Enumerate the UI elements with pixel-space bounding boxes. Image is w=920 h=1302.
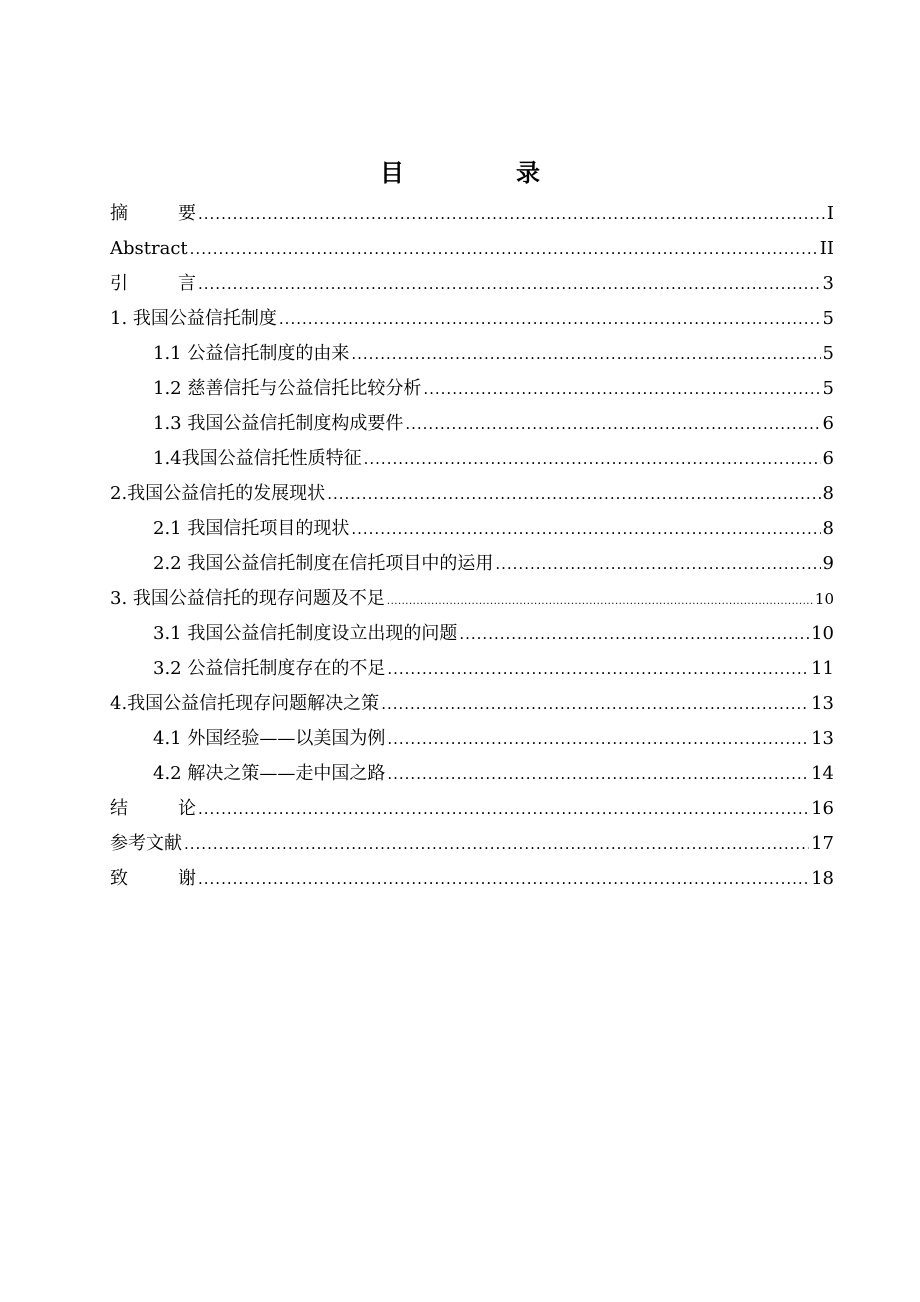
toc-entry-text: 参考文献 [110, 833, 182, 854]
toc-dot-leader [198, 267, 821, 302]
toc-page-number: 13 [811, 693, 834, 714]
toc-dot-leader [387, 652, 809, 687]
toc-page-number: 8 [822, 518, 834, 539]
toc-entry[interactable] [110, 581, 834, 616]
toc-entry-text: 4.2 解决之策——走中国之路 [153, 763, 386, 784]
toc-page-number: I [826, 203, 834, 224]
toc-entry[interactable] [110, 336, 834, 371]
toc-dot-leader [198, 197, 825, 232]
toc-page-number: II [819, 238, 834, 259]
toc-page-number: 3 [822, 273, 834, 294]
toc-entry-text: 2.我国公益信托的发展现状 [110, 483, 326, 504]
toc-entry[interactable] [110, 511, 834, 546]
toc-entry[interactable] [110, 196, 834, 231]
toc-entry-text: 3. 我国公益信托的现存问题及不足 [110, 588, 385, 609]
toc-entry-text: 4.1 外国经验——以美国为例 [153, 728, 386, 749]
toc-dot-leader [279, 302, 821, 337]
toc-dot-leader [198, 862, 809, 897]
toc-dot-leader [423, 372, 820, 407]
toc-entry[interactable] [110, 826, 834, 861]
toc-page-number: 5 [822, 308, 834, 329]
toc-page-number: 6 [822, 448, 834, 469]
toc-title: 目 录 [380, 159, 584, 187]
toc-entry[interactable] [110, 441, 834, 476]
toc-entry[interactable] [110, 371, 834, 406]
table-of-contents [110, 196, 834, 896]
toc-entry-text: 摘 要 [110, 203, 196, 224]
toc-page-number: 16 [811, 798, 834, 819]
toc-page-number: 11 [811, 658, 834, 679]
toc-entry[interactable] [110, 616, 834, 651]
toc-entry-text: 1.2 慈善信托与公益信托比较分析 [153, 378, 422, 399]
toc-dot-leader [351, 337, 820, 372]
toc-entry[interactable] [110, 651, 834, 686]
toc-entry[interactable] [110, 756, 834, 791]
toc-page-number: 18 [811, 868, 834, 889]
toc-entry[interactable] [110, 686, 834, 721]
toc-entry-text: Abstract [110, 238, 188, 259]
toc-page-number: 17 [811, 833, 834, 854]
toc-dot-leader [381, 687, 809, 722]
toc-entry-text: 1.3 我国公益信托制度构成要件 [153, 413, 404, 434]
toc-dot-leader [364, 442, 821, 477]
toc-dot-leader [495, 547, 820, 582]
toc-page-number: 14 [811, 763, 834, 784]
toc-dot-leader [198, 792, 809, 827]
toc-dot-leader [387, 722, 809, 757]
toc-entry-text: 4.我国公益信托现存问题解决之策 [110, 693, 380, 714]
toc-entry-text: 引 言 [110, 273, 196, 294]
toc-entry[interactable] [110, 861, 834, 896]
toc-entry[interactable] [110, 301, 834, 336]
toc-page-number: 13 [811, 728, 834, 749]
toc-page-number: 10 [811, 623, 834, 644]
toc-page-number: 9 [822, 553, 834, 574]
toc-entry[interactable] [110, 266, 834, 301]
toc-dot-leader [184, 827, 809, 862]
toc-entry-text: 2.1 我国信托项目的现状 [153, 518, 350, 539]
toc-page-number: 5 [822, 378, 834, 399]
toc-entry-text: 1. 我国公益信托制度 [110, 308, 277, 329]
toc-entry-text: 2.2 我国公益信托制度在信托项目中的运用 [153, 553, 494, 574]
toc-entry[interactable] [110, 721, 834, 756]
toc-dot-leader [459, 617, 809, 652]
toc-entry[interactable] [110, 791, 834, 826]
toc-entry-text: 3.2 公益信托制度存在的不足 [153, 658, 386, 679]
toc-entry[interactable] [110, 231, 834, 266]
toc-entry-text: 1.4我国公益信托性质特征 [153, 448, 362, 469]
toc-dot-leader [190, 232, 818, 267]
toc-entry[interactable] [110, 546, 834, 581]
toc-dot-leader [327, 477, 820, 512]
toc-entry[interactable] [110, 476, 834, 511]
toc-page-number: 6 [822, 413, 834, 434]
toc-page-number: 8 [822, 483, 834, 504]
toc-entry-text: 1.1 公益信托制度的由来 [153, 343, 350, 364]
toc-entry-text: 3.1 我国公益信托制度设立出现的问题 [153, 623, 458, 644]
toc-dot-leader [387, 757, 809, 792]
toc-page-number: 10 [814, 590, 834, 608]
toc-dot-leader [351, 512, 820, 547]
toc-entry-text: 致 谢 [110, 868, 196, 889]
toc-dot-leader [387, 584, 813, 619]
toc-dot-leader [405, 407, 820, 442]
toc-entry-text: 结 论 [110, 798, 196, 819]
toc-page-number: 5 [822, 343, 834, 364]
toc-entry[interactable] [110, 406, 834, 441]
